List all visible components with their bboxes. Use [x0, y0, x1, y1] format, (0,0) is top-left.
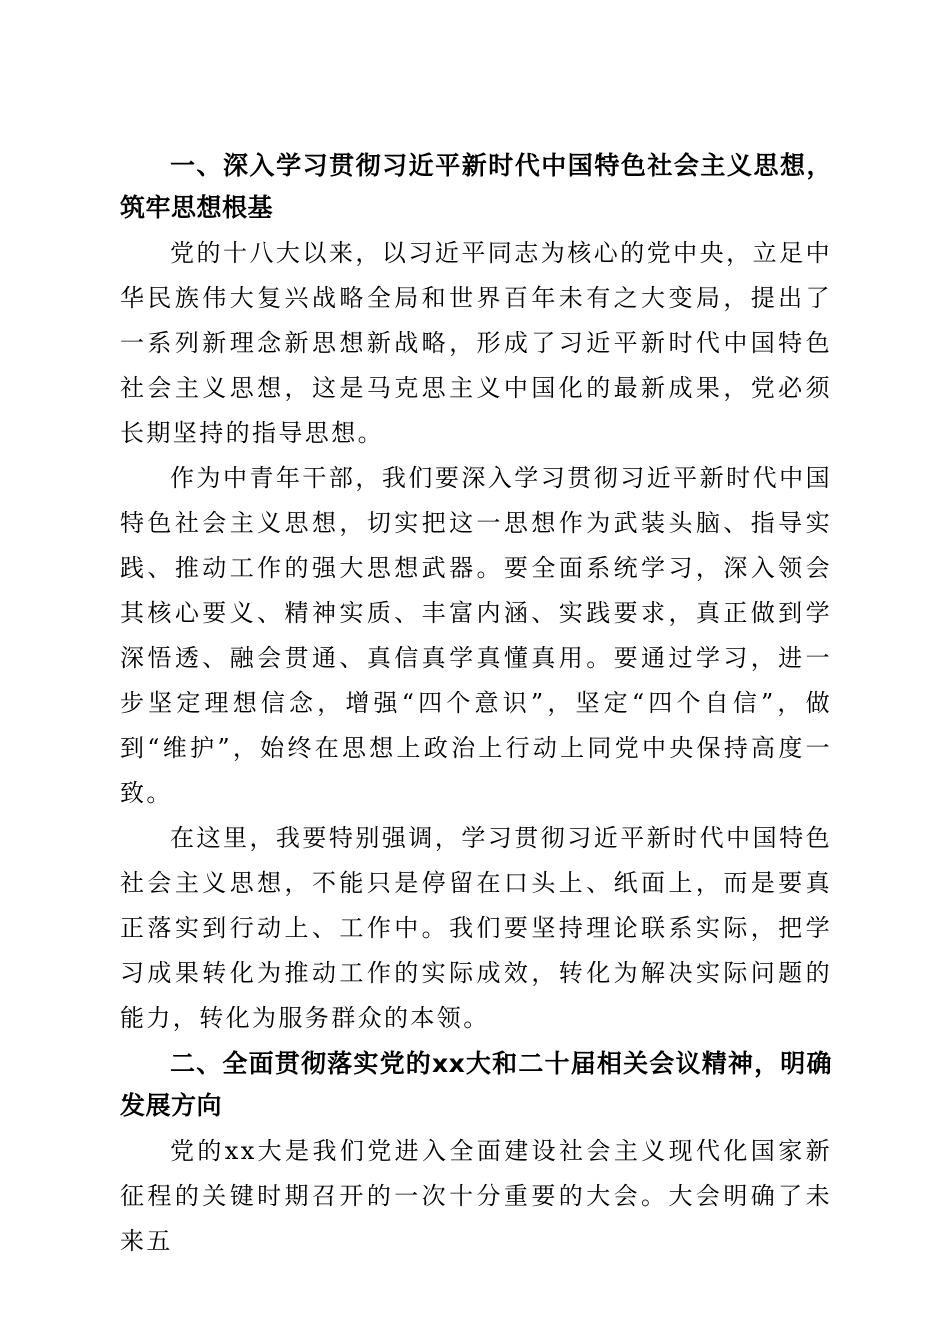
document-page — [120, 145, 832, 1264]
section-heading-2: 二、全面贯彻落实党的xx大和二十届相关会议精神，明确发展方向 — [120, 1049, 832, 1120]
section-2-paragraph-1: 党的xx大是我们党进入全面建设社会主义现代化国家新征程的关键时期召开的一次十分重要的大会。大会明确了未来五 — [120, 1137, 832, 1255]
section-1-paragraph-3: 在这里，我要特别强调，学习贯彻习近平新时代中国特色社会主义思想，不能只是停留在口头上、纸面上，而是要真正落实到行动上、工作中。我们要坚持理论联系实际，把学习成果转化为推动工作的实际成效，转化为解决实际问题的能力，转化为服务群众的本领。 — [120, 824, 832, 1032]
section-heading-1: 一、深入学习贯彻习近平新时代中国特色社会主义思想，筑牢思想根基 — [120, 151, 832, 222]
section-1-paragraph-1: 党的十八大以来，以习近平同志为核心的党中央，立足中华民族伟大复兴战略全局和世界百年未有之大变局，提出了一系列新理念新思想新战略，形成了习近平新时代中国特色社会主义思想，这是马克思主义中国化的最新成果，党必须长期坚持的指导思想。 — [120, 239, 832, 447]
section-1-paragraph-2: 作为中青年干部，我们要深入学习贯彻习近平新时代中国特色社会主义思想，切实把这一思想作为武装头脑、指导实践、推动工作的强大思想武器。要全面系统学习，深入领会其核心要义、精神实质、丰富内涵、实践要求，真正做到学深悟透、融会贯通、真信真学真懂真用。要通过学习，进一步坚定理想信念，增强“四个意识”，坚定“四个自信”，做到“维护”，始终在思想上政治上行动上同党中央保持高度一致。 — [120, 464, 832, 807]
